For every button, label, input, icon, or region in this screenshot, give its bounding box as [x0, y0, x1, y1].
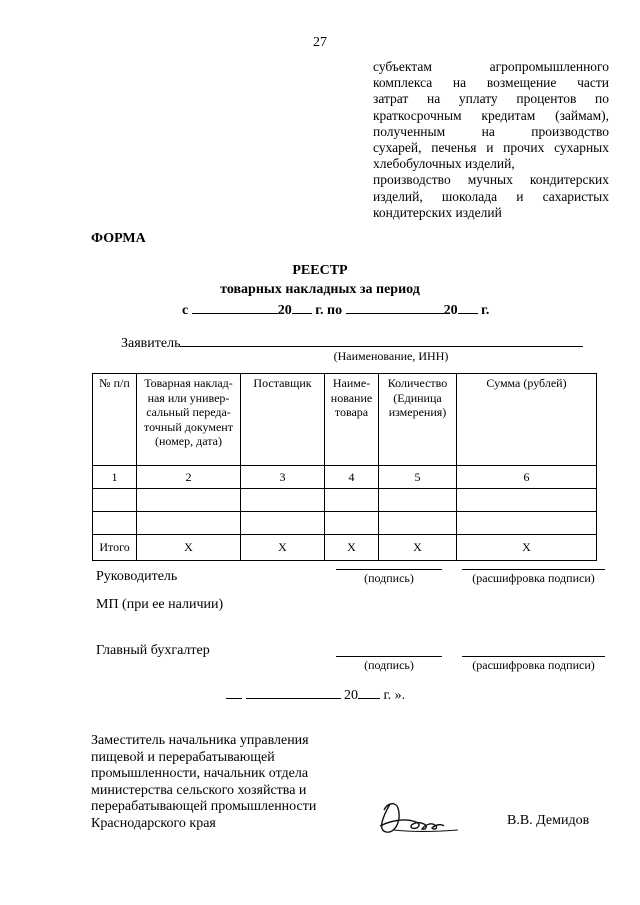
period-line — [182, 300, 489, 319]
header-supplier: Поставщик — [241, 374, 325, 466]
document-title: РЕЕСТР — [292, 263, 348, 278]
period-from-label: с — [182, 303, 189, 318]
stamp-label: МП (при ее наличии) — [96, 597, 224, 612]
empty-cell[interactable] — [137, 512, 241, 535]
accountant-decode-line[interactable] — [462, 656, 605, 657]
registry-table — [92, 373, 597, 561]
head-signature-line[interactable] — [336, 569, 442, 570]
period-year-1: 20 — [277, 303, 292, 318]
empty-cell[interactable] — [93, 489, 137, 512]
head-decode-line[interactable] — [462, 569, 605, 570]
total-cell: Х — [241, 535, 325, 561]
page-number: 27 — [313, 35, 327, 50]
period-end-suffix: г. — [481, 303, 490, 318]
signer-line: Краснодарского края — [91, 815, 216, 831]
column-number: 2 — [137, 466, 241, 489]
empty-cell[interactable] — [93, 512, 137, 535]
header-amount: Сумма (рублей) — [457, 374, 597, 466]
applicant-hint: (Наименование, ИНН) — [333, 349, 449, 363]
total-cell: Х — [325, 535, 379, 561]
period-to-label: г. по — [315, 303, 343, 318]
signer-line: перерабатывающей промышленности — [91, 799, 317, 814]
signer-line: Заместитель начальника управления — [91, 733, 309, 748]
total-row — [93, 535, 597, 561]
signer-name: В.В. Демидов — [507, 813, 590, 828]
signer-line: министерства сельского хозяйства и — [91, 782, 307, 798]
appendix-line: затрат на уплату процентов по — [373, 91, 609, 107]
accountant-signature-line[interactable] — [336, 656, 442, 657]
appendix-line: сухарей, печенья и прочих сухарных — [373, 140, 609, 156]
date-line — [226, 685, 405, 704]
period-year-2-field[interactable] — [458, 300, 478, 314]
empty-cell[interactable] — [241, 512, 325, 535]
header-invoice: Товарная наклад-ная или универ-сальный переда-точный документ (номер, дата) — [137, 374, 241, 466]
appendix-line: изделий, шоколада и сахаристых — [373, 188, 609, 204]
column-number: 3 — [241, 466, 325, 489]
period-year-2: 20 — [443, 303, 458, 318]
total-cell: Х — [457, 535, 597, 561]
head-signature-hint: (подпись) — [364, 571, 414, 585]
table-row — [93, 512, 597, 535]
accountant-decode-hint: (расшифровка подписи) — [472, 658, 595, 672]
table-row — [93, 489, 597, 512]
period-start-field[interactable] — [192, 300, 278, 314]
table-row — [93, 466, 597, 489]
column-number: 6 — [457, 466, 597, 489]
empty-cell[interactable] — [241, 489, 325, 512]
head-decode-hint: (расшифровка подписи) — [472, 571, 595, 585]
head-label: Руководитель — [96, 569, 178, 584]
signer-line: пищевой и перерабатывающей — [91, 749, 275, 765]
total-cell: Х — [137, 535, 241, 561]
appendix-line: кондитерских изделий — [373, 204, 502, 220]
document-subtitle: товарных накладных за период — [220, 282, 420, 297]
appendix-line: комплекса на возмещение части — [373, 75, 609, 91]
empty-cell[interactable] — [379, 512, 457, 535]
empty-cell[interactable] — [457, 512, 597, 535]
header-product: Наиме-нование товара — [325, 374, 379, 466]
appendix-line: полученным на производство — [373, 123, 609, 139]
total-label: Итого — [93, 535, 137, 561]
handwritten-signature — [372, 796, 462, 838]
empty-cell[interactable] — [325, 512, 379, 535]
column-number: 1 — [93, 466, 137, 489]
empty-cell[interactable] — [379, 489, 457, 512]
column-number: 4 — [325, 466, 379, 489]
appendix-line: субъектам агропромышленного — [373, 59, 609, 74]
header-number: № п/п — [93, 374, 137, 466]
header-quantity: Количество (Единица измерения) — [379, 374, 457, 466]
form-label: ФОРМА — [91, 231, 146, 246]
date-suffix: г. ». — [383, 688, 406, 703]
appendix-line: краткосрочным кредитам (займам), — [373, 107, 609, 123]
signer-position — [91, 733, 361, 832]
appendix-line: производство мучных кондитерских — [373, 172, 609, 188]
date-year-field[interactable] — [358, 685, 380, 699]
applicant-label: Заявитель — [121, 336, 181, 351]
accountant-label: Главный бухгалтер — [96, 643, 210, 658]
signer-line: промышленности, начальник отдела — [91, 766, 309, 781]
appendix-line: хлебобулочных изделий, — [373, 156, 515, 172]
empty-cell[interactable] — [325, 489, 379, 512]
appendix-reference — [373, 59, 609, 221]
column-number: 5 — [379, 466, 457, 489]
date-day-field[interactable] — [226, 685, 242, 699]
applicant-field[interactable] — [180, 333, 583, 347]
period-year-1-field[interactable] — [292, 300, 312, 314]
date-month-field[interactable] — [246, 685, 341, 699]
empty-cell[interactable] — [457, 489, 597, 512]
table-header-row — [93, 374, 597, 466]
empty-cell[interactable] — [137, 489, 241, 512]
total-cell: Х — [379, 535, 457, 561]
accountant-signature-hint: (подпись) — [364, 658, 414, 672]
date-year: 20 — [344, 688, 358, 703]
period-end-field[interactable] — [346, 300, 444, 314]
